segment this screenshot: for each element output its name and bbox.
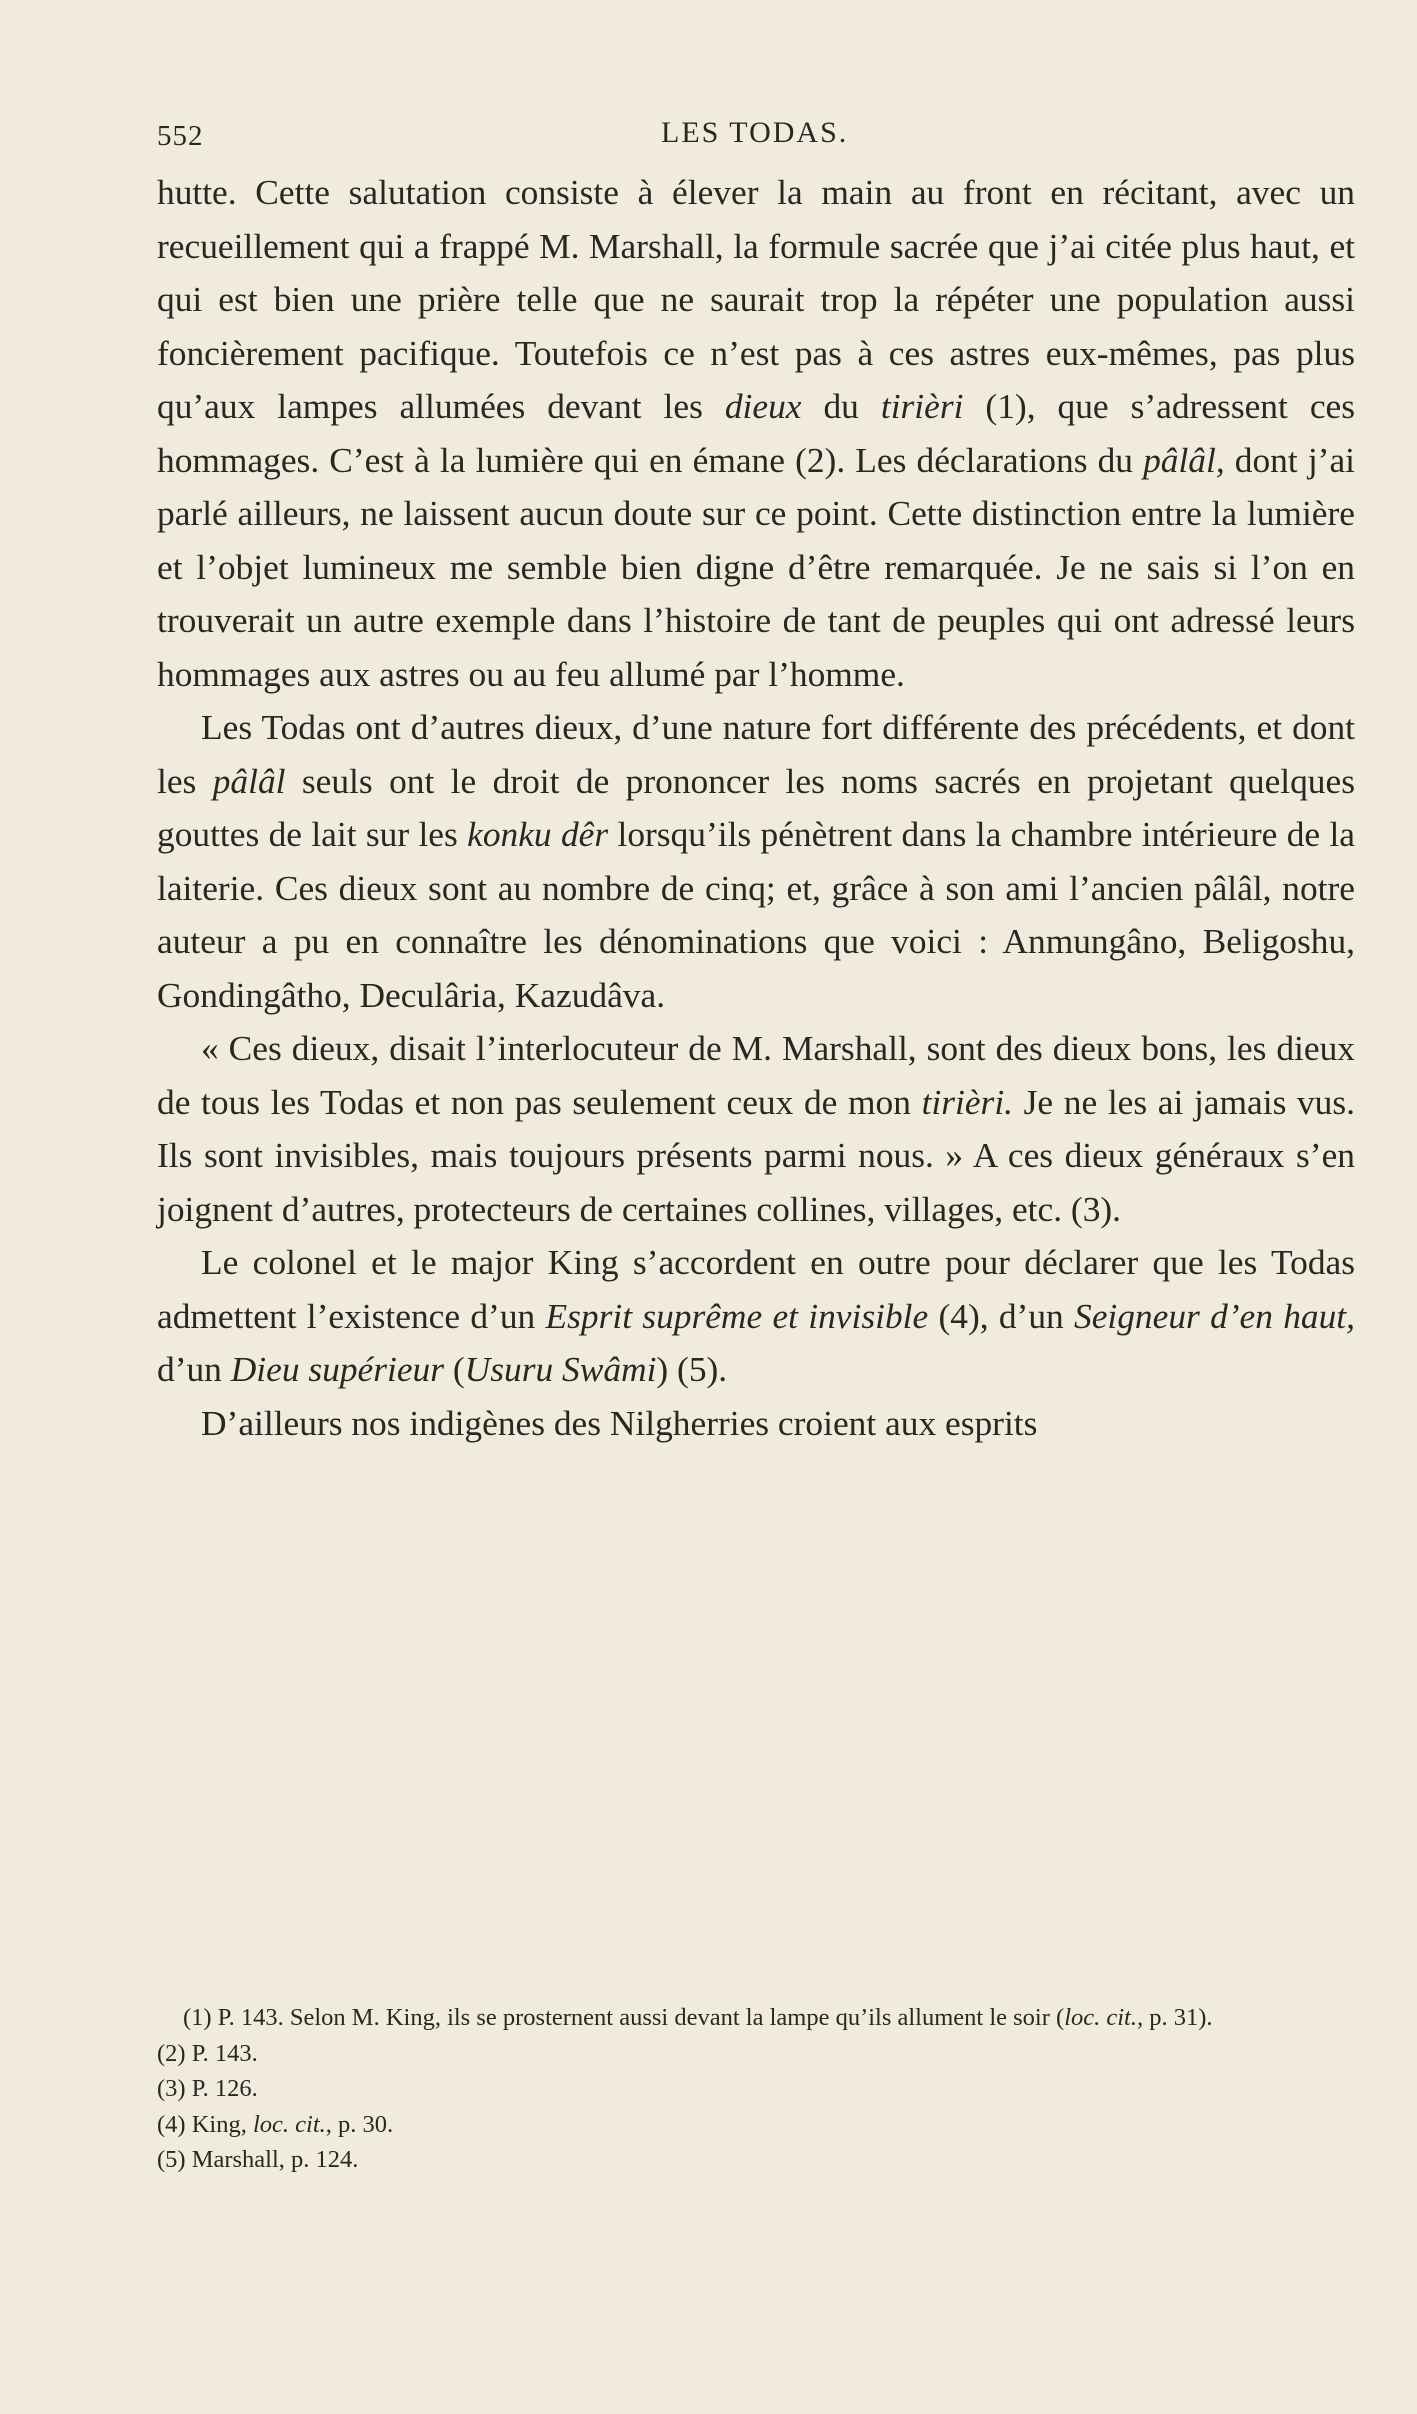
footnote-1: (1) P. 143. Selon M. King, ils se prosternent aussi devant la lampe qu’ils allument le soir (loc. cit., p. 31). <box>183 2004 1213 2031</box>
footnotes <box>157 2000 1355 2178</box>
paragraph-5: D’ailleurs nos indigènes des Nilgherries croient aux esprits <box>201 1402 1038 1443</box>
page-number: 552 <box>157 120 204 152</box>
body-text <box>157 166 1355 1450</box>
paragraph-4: Le colonel et le major King s’accordent en outre pour déclarer que les Todas admettent l’existence d’un Esprit suprême et invisible (4), d’un Seigneur d’en haut, d’un Dieu supérieur (Usuru Swâmi) (5). <box>157 1242 1355 1389</box>
footnote-3: (3) P. 126. <box>157 2075 258 2102</box>
paragraph-2: Les Todas ont d’autres dieux, d’une nature fort différente des précédents, et dont les pâlâl seuls ont le droit de prononcer les noms sacrés en projetant quelques gouttes de lait sur les konku dêr lorsqu’ils pénètrent dans la chambre intérieure de la laiterie. Ces dieux sont au nombre de cinq; et, grâce à son ami l’ancien pâlâl, notre auteur a pu en connaître les dénominations que voici : Anmungâno, Beligoshu, Gondingâtho, Deculâria, Kazudâva. <box>157 707 1355 1015</box>
page-header <box>157 112 1357 162</box>
footnote-5: (5) Marshall, p. 124. <box>157 2146 359 2173</box>
running-title: LES TODAS. <box>661 116 849 149</box>
footnote-2: (2) P. 143. <box>157 2039 258 2067</box>
paragraph-3: « Ces dieux, disait l’interlocuteur de M. Marshall, sont des dieux bons, les dieux de tous les Todas et non pas seulement ceux de mon tirièri. Je ne les ai jamais vus. Ils sont invisibles, mais toujours présents parmi nous. » A ces dieux généraux s’en joignent d’autres, protecteurs de certaines collines, villages, etc. (3). <box>157 1028 1356 1229</box>
footnote-4: (4) King, loc. cit., p. 30. <box>157 2110 394 2138</box>
paragraph-1: hutte. Cette salutation consiste à élever la main au front en récitant, avec un recueillement qui a frappé M. Marshall, la formule sacrée que j’ai citée plus haut, et qui est bien une prière telle que ne saurait trop la répéter une population aussi foncièrement pacifique. Toutefois ce n’est pas à ces astres eux-mêmes, pas plus qu’aux lampes allumées devant les dieux du tirièri (1), que s’adressent ces hommages. C’est à la lumière qui en émane (2). Les déclarations du pâlâl, dont j’ai parlé ailleurs, ne laissent aucun doute sur ce point. Cette distinction entre la lumière et l’objet lumineux me semble bien digne d’être remarquée. Je ne sais si l’on en trouverait un autre exemple dans l’histoire de tant de peuples qui ont adressé leurs hommages aux astres ou au feu allumé par l’homme. <box>157 172 1356 694</box>
